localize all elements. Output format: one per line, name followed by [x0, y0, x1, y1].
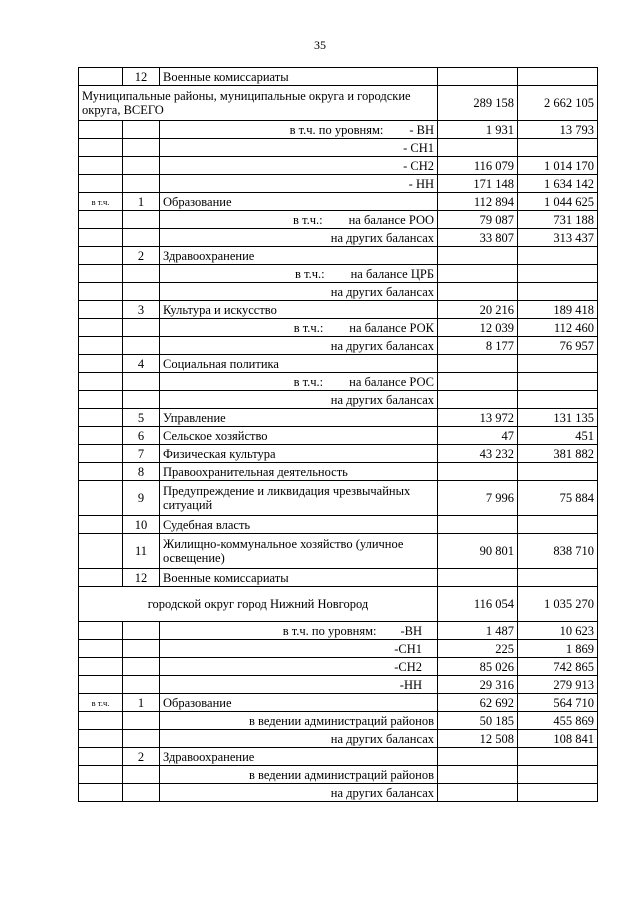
table-row [79, 157, 598, 175]
tag-cell [79, 157, 123, 175]
value-1-cell: 43 232 [438, 445, 518, 463]
table-row [79, 319, 598, 337]
value-2-cell: 76 957 [518, 337, 598, 355]
code-cell: 11 [123, 534, 160, 569]
name-cell: Образование [160, 694, 438, 712]
budget-table [78, 67, 598, 802]
tag-cell [79, 355, 123, 373]
code-cell [123, 712, 160, 730]
value-2-cell: 313 437 [518, 229, 598, 247]
table-row [79, 658, 598, 676]
name-cell: Физическая культура [160, 445, 438, 463]
value-1-cell: 225 [438, 640, 518, 658]
value-2-cell [518, 265, 598, 283]
code-cell: 4 [123, 355, 160, 373]
code-cell [123, 121, 160, 139]
table-row [79, 139, 598, 157]
name-cell: Предупреждение и ликвидация чрезвычайных ситуаций [160, 481, 438, 516]
level-cell [160, 622, 438, 640]
value-2-cell [518, 283, 598, 301]
table-row [79, 587, 598, 622]
code-cell: 1 [123, 694, 160, 712]
table-row [79, 337, 598, 355]
balance-cell [160, 319, 438, 337]
value-1-cell: 29 316 [438, 676, 518, 694]
table-row [79, 748, 598, 766]
tag-cell [79, 121, 123, 139]
table-row [79, 409, 598, 427]
value-1-cell [438, 139, 518, 157]
name-cell: Образование [160, 193, 438, 211]
name-cell: Социальная политика [160, 355, 438, 373]
value-1-cell [438, 391, 518, 409]
total-name-cell: Муниципальные районы, муниципальные округа и городские округа, ВСЕГО [79, 86, 438, 121]
table-row [79, 766, 598, 784]
value-1-cell: 1 931 [438, 121, 518, 139]
code-cell [123, 175, 160, 193]
code-cell: 1 [123, 193, 160, 211]
table-row [79, 640, 598, 658]
value-2-cell: 75 884 [518, 481, 598, 516]
level-cell [160, 640, 438, 658]
tag-cell: в т.ч. [79, 193, 123, 211]
level-label: -ВН [400, 623, 422, 638]
code-cell: 9 [123, 481, 160, 516]
code-cell [123, 373, 160, 391]
tag-cell [79, 301, 123, 319]
value-2-cell: 2 662 105 [518, 86, 598, 121]
tag-cell [79, 265, 123, 283]
table-row [79, 481, 598, 516]
value-1-cell: 8 177 [438, 337, 518, 355]
tag-cell [79, 283, 123, 301]
code-cell [123, 784, 160, 802]
tag-cell [79, 516, 123, 534]
table-row [79, 265, 598, 283]
table-row [79, 301, 598, 319]
value-1-cell [438, 283, 518, 301]
code-cell [123, 157, 160, 175]
value-1-cell: 79 087 [438, 211, 518, 229]
tag-cell [79, 463, 123, 481]
tag-cell: в т.ч. [79, 694, 123, 712]
tag-cell [79, 211, 123, 229]
name-cell: Культура и искусство [160, 301, 438, 319]
table-row [79, 283, 598, 301]
code-cell: 12 [123, 68, 160, 86]
table-row [79, 68, 598, 86]
balance-cell: на других балансах [160, 337, 438, 355]
level-cell [160, 121, 438, 139]
code-cell: 2 [123, 748, 160, 766]
value-2-cell: 279 913 [518, 676, 598, 694]
value-2-cell: 1 035 270 [518, 587, 598, 622]
level-cell [160, 676, 438, 694]
balance-cell: на других балансах [160, 229, 438, 247]
tag-cell [79, 68, 123, 86]
table-row [79, 355, 598, 373]
value-2-cell [518, 373, 598, 391]
balance-prefix: в т.ч.: [293, 320, 324, 335]
tag-cell [79, 229, 123, 247]
value-1-cell: 7 996 [438, 481, 518, 516]
value-2-cell: 112 460 [518, 319, 598, 337]
balance-label: на балансе РОО [348, 212, 434, 227]
value-2-cell [518, 516, 598, 534]
value-1-cell: 33 807 [438, 229, 518, 247]
balance-label: на балансе РОК [349, 320, 434, 335]
code-cell [123, 658, 160, 676]
code-cell: 5 [123, 409, 160, 427]
code-cell: 2 [123, 247, 160, 265]
name-cell: Судебная власть [160, 516, 438, 534]
level-cell: - СН1 [160, 139, 438, 157]
code-cell [123, 640, 160, 658]
balance-cell: на других балансах [160, 391, 438, 409]
code-cell [123, 211, 160, 229]
value-1-cell: 171 148 [438, 175, 518, 193]
tag-cell [79, 175, 123, 193]
tag-cell [79, 676, 123, 694]
table-row [79, 569, 598, 587]
balance-cell: в ведении администраций районов [160, 766, 438, 784]
code-cell [123, 283, 160, 301]
code-cell [123, 265, 160, 283]
value-2-cell [518, 139, 598, 157]
value-1-cell [438, 516, 518, 534]
value-2-cell: 1 044 625 [518, 193, 598, 211]
value-2-cell: 381 882 [518, 445, 598, 463]
balance-cell [160, 211, 438, 229]
code-cell [123, 139, 160, 157]
value-1-cell [438, 247, 518, 265]
table-row [79, 247, 598, 265]
tag-cell [79, 730, 123, 748]
value-2-cell [518, 569, 598, 587]
value-2-cell: 10 623 [518, 622, 598, 640]
value-1-cell: 289 158 [438, 86, 518, 121]
table-row [79, 516, 598, 534]
tag-cell [79, 640, 123, 658]
value-1-cell: 1 487 [438, 622, 518, 640]
value-1-cell: 20 216 [438, 301, 518, 319]
table-row [79, 175, 598, 193]
tag-cell [79, 427, 123, 445]
level-label: -СН1 [394, 641, 422, 656]
table-row [79, 676, 598, 694]
value-2-cell [518, 391, 598, 409]
level-cell [160, 658, 438, 676]
value-1-cell: 85 026 [438, 658, 518, 676]
name-cell: Здравоохранение [160, 247, 438, 265]
name-cell: Здравоохранение [160, 748, 438, 766]
tag-cell [79, 712, 123, 730]
code-cell: 6 [123, 427, 160, 445]
value-2-cell [518, 355, 598, 373]
value-2-cell [518, 766, 598, 784]
tag-cell [79, 373, 123, 391]
tag-cell [79, 247, 123, 265]
value-1-cell [438, 68, 518, 86]
code-cell [123, 766, 160, 784]
balance-cell: на других балансах [160, 283, 438, 301]
code-cell: 7 [123, 445, 160, 463]
table-row [79, 427, 598, 445]
tag-cell [79, 534, 123, 569]
table-row [79, 784, 598, 802]
balance-cell: на других балансах [160, 730, 438, 748]
value-2-cell: 1 869 [518, 640, 598, 658]
table-row [79, 121, 598, 139]
value-1-cell: 12 039 [438, 319, 518, 337]
page-number: 35 [314, 38, 326, 52]
table-row [79, 86, 598, 121]
code-cell [123, 337, 160, 355]
table-row [79, 694, 598, 712]
value-1-cell: 112 894 [438, 193, 518, 211]
value-2-cell [518, 463, 598, 481]
value-2-cell [518, 748, 598, 766]
value-2-cell: 731 188 [518, 211, 598, 229]
value-2-cell [518, 247, 598, 265]
value-2-cell: 838 710 [518, 534, 598, 569]
table-row [79, 445, 598, 463]
balance-cell: в ведении администраций районов [160, 712, 438, 730]
table-row [79, 622, 598, 640]
value-2-cell [518, 784, 598, 802]
tag-cell [79, 481, 123, 516]
balance-cell [160, 265, 438, 283]
tag-cell [79, 622, 123, 640]
value-1-cell [438, 355, 518, 373]
balance-cell [160, 373, 438, 391]
value-1-cell [438, 373, 518, 391]
tag-cell [79, 337, 123, 355]
tag-cell [79, 391, 123, 409]
code-cell [123, 676, 160, 694]
value-1-cell [438, 766, 518, 784]
level-cell: - НН [160, 175, 438, 193]
value-2-cell: 564 710 [518, 694, 598, 712]
tag-cell [79, 748, 123, 766]
value-2-cell: 1 634 142 [518, 175, 598, 193]
value-2-cell [518, 68, 598, 86]
name-cell: Военные комиссариаты [160, 569, 438, 587]
balance-label: на балансе ЦРБ [350, 266, 434, 281]
code-cell [123, 319, 160, 337]
value-1-cell: 13 972 [438, 409, 518, 427]
table-row [79, 373, 598, 391]
name-cell: Правоохранительная деятельность [160, 463, 438, 481]
value-1-cell [438, 748, 518, 766]
level-prefix: в т.ч. по уровням: [289, 122, 384, 137]
value-1-cell: 116 079 [438, 157, 518, 175]
tag-cell [79, 139, 123, 157]
value-2-cell: 131 135 [518, 409, 598, 427]
table-row [79, 730, 598, 748]
value-2-cell: 1 014 170 [518, 157, 598, 175]
level-label: -СН2 [394, 659, 422, 674]
tag-cell [79, 319, 123, 337]
value-1-cell [438, 265, 518, 283]
table-row [79, 229, 598, 247]
code-cell [123, 730, 160, 748]
tag-cell [79, 409, 123, 427]
value-1-cell [438, 784, 518, 802]
table-row [79, 463, 598, 481]
code-cell: 12 [123, 569, 160, 587]
value-1-cell [438, 463, 518, 481]
code-cell [123, 622, 160, 640]
tag-cell [79, 784, 123, 802]
code-cell: 10 [123, 516, 160, 534]
table-row [79, 193, 598, 211]
value-1-cell: 50 185 [438, 712, 518, 730]
value-2-cell: 455 869 [518, 712, 598, 730]
balance-prefix: в т.ч.: [293, 212, 323, 227]
value-2-cell: 108 841 [518, 730, 598, 748]
value-2-cell: 13 793 [518, 121, 598, 139]
value-1-cell: 47 [438, 427, 518, 445]
balance-cell: на других балансах [160, 784, 438, 802]
code-cell [123, 229, 160, 247]
value-2-cell: 742 865 [518, 658, 598, 676]
table-row [79, 534, 598, 569]
balance-prefix: в т.ч.: [293, 374, 324, 389]
value-2-cell: 189 418 [518, 301, 598, 319]
table-row [79, 391, 598, 409]
value-1-cell: 62 692 [438, 694, 518, 712]
value-1-cell: 90 801 [438, 534, 518, 569]
value-1-cell: 116 054 [438, 587, 518, 622]
level-cell: - СН2 [160, 157, 438, 175]
name-cell: Сельское хозяйство [160, 427, 438, 445]
tag-cell [79, 658, 123, 676]
balance-label: на балансе РОС [349, 374, 434, 389]
name-cell: Военные комиссариаты [160, 68, 438, 86]
total-name-cell: городской округ город Нижний Новгород [79, 587, 438, 622]
level-label: - ВН [409, 122, 434, 137]
tag-cell [79, 445, 123, 463]
tag-cell [79, 766, 123, 784]
tag-cell [79, 569, 123, 587]
level-prefix: в т.ч. по уровням: [282, 623, 377, 638]
value-1-cell [438, 569, 518, 587]
name-cell: Жилищно-коммунальное хозяйство (уличное освещение) [160, 534, 438, 569]
balance-prefix: в т.ч.: [295, 266, 325, 281]
level-label: -НН [399, 677, 422, 692]
value-2-cell: 451 [518, 427, 598, 445]
code-cell: 3 [123, 301, 160, 319]
code-cell [123, 391, 160, 409]
code-cell: 8 [123, 463, 160, 481]
table-row [79, 712, 598, 730]
name-cell: Управление [160, 409, 438, 427]
table-row [79, 211, 598, 229]
value-1-cell: 12 508 [438, 730, 518, 748]
